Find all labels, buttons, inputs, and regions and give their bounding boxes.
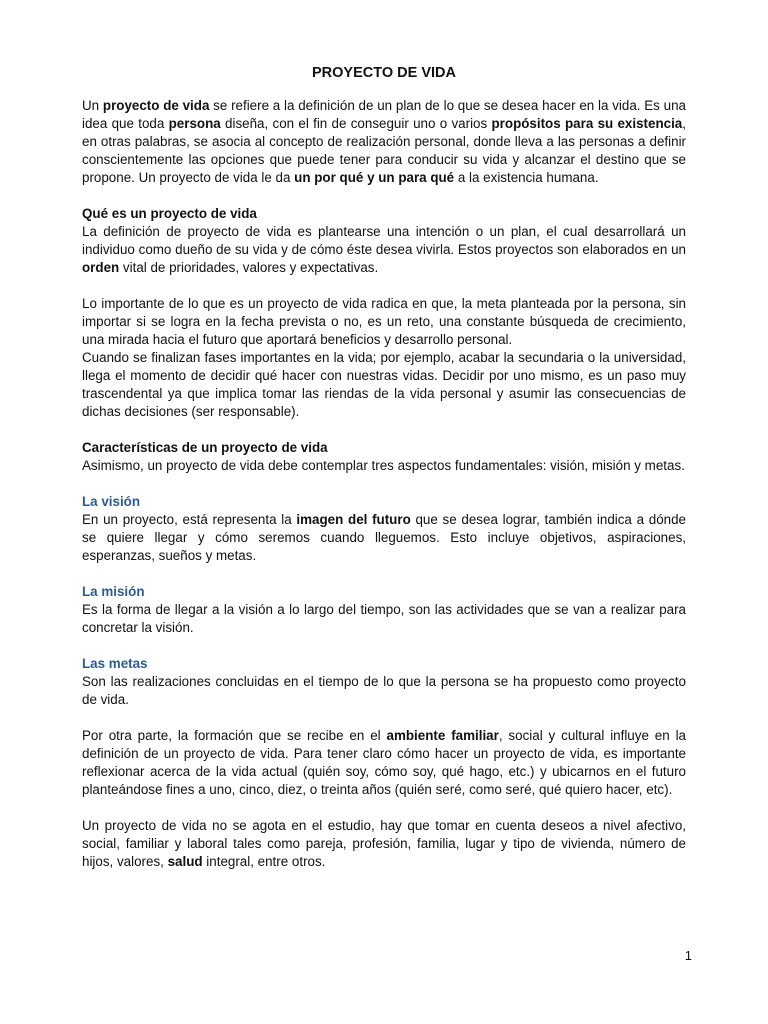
bold-term-orden: orden <box>82 260 120 275</box>
heading-metas: Las metas <box>82 656 148 671</box>
text-run: , social y cultural influye en la definición de un proyecto de vida. Para tener claro cómo hacer un proyecto de vida, es importante reflexionar acerca de la vida actual (quién soy, cómo soy, qué hago, etc.) y ubicarnos en el futuro planteándose fines a uno, cinco, diez, o treinta años (quién seré, como seré, qué quiero hacer, etc). <box>82 728 686 797</box>
heading-vision: La visión <box>82 494 141 509</box>
paragraph-vision <box>82 511 686 565</box>
text-run: diseña, con el fin de conseguir uno o varios <box>220 116 492 131</box>
document-title: PROYECTO DE VIDA <box>312 65 456 81</box>
bold-term-imagen-futuro: imagen del futuro <box>296 512 411 527</box>
text-run: que se desea lograr, también indica a dónde se quiere llegar y cómo seremos cuando lleguemos. Esto incluye objetivos, aspiraciones, esperanzas, sueños y metas. <box>82 512 686 563</box>
bold-term-propositos: propósitos para su existencia <box>491 116 683 131</box>
paragraph-definicion <box>82 223 686 277</box>
paragraph-formacion <box>82 727 686 799</box>
text-run: La definición de proyecto de vida es plantearse una intención o un plan, el cual desarrollará un individuo como dueño de su vida y de cómo éste desea vivirla. Estos proyectos son elaborados en un <box>82 224 686 257</box>
page-number: 1 <box>684 948 692 963</box>
bold-term-persona: persona <box>168 116 221 131</box>
text-run: Un proyecto de vida no se agota en el estudio, hay que tomar en cuenta deseos a nivel afectivo, social, familiar y laboral tales como pareja, profesión, familia, lugar y tipo de vivienda, número de hijos, valores, <box>82 818 686 869</box>
text-run: integral, entre otros. <box>202 854 326 869</box>
paragraph-aspectos: Asimismo, un proyecto de vida debe contemplar tres aspectos fundamentales: visión, misión y metas. <box>82 458 685 473</box>
paragraph-intro <box>82 97 686 187</box>
bold-term-salud: salud <box>167 854 203 869</box>
paragraph-fases: Cuando se finalizan fases importantes en la vida; por ejemplo, acabar la secundaria o la universidad, llega el momento de decidir qué hacer con nuestras vidas. Decidir por uno mismo, es un paso muy trascendental ya que implica tomar las riendas de la vida personal y asumir las consecuencias de dichas decisiones (ser responsable). <box>82 350 686 419</box>
text-run: vital de prioridades, valores y expectativas. <box>119 260 379 275</box>
heading-caracteristicas: Características de un proyecto de vida <box>82 440 328 455</box>
text-run: a la existencia humana. <box>454 170 599 185</box>
paragraph-importante: Lo importante de lo que es un proyecto de vida radica en que, la meta planteada por la persona, sin importar si se logra en la fecha prevista o no, es un reto, una constante búsqueda de crecimiento, una mirada hacia el futuro que aportará beneficios y desarrollo personal. <box>82 296 686 347</box>
text-run: Por otra parte, la formación que se recibe en el <box>82 728 387 743</box>
document-body <box>82 64 686 889</box>
text-run: se refiere a la definición de un plan de lo que se desea hacer en la vida. Es una idea que toda <box>82 98 686 131</box>
text-run: En un proyecto, está representa la <box>82 512 297 527</box>
bold-term-proyecto-de-vida: proyecto de vida <box>102 98 210 113</box>
bold-term-por-que: un por qué y un para qué <box>294 170 455 185</box>
bold-term-ambiente-familiar: ambiente familiar <box>386 728 499 743</box>
heading-mision: La misión <box>82 584 145 599</box>
paragraph-metas: Son las realizaciones concluidas en el tiempo de lo que la persona se ha propuesto como proyecto de vida. <box>82 674 686 707</box>
text-run: Un <box>82 98 103 113</box>
heading-que-es: Qué es un proyecto de vida <box>82 206 257 221</box>
paragraph-deseos <box>82 817 686 871</box>
text-run: , en otras palabras, se asocia al concepto de realización personal, donde lleva a las personas a definir conscientemente las opciones que puede tener para conducir su vida y alcanzar el destino que se propone. Un proyecto de vida le da <box>82 116 686 185</box>
paragraph-mision: Es la forma de llegar a la visión a lo largo del tiempo, son las actividades que se van a realizar para concretar la visión. <box>82 602 686 635</box>
